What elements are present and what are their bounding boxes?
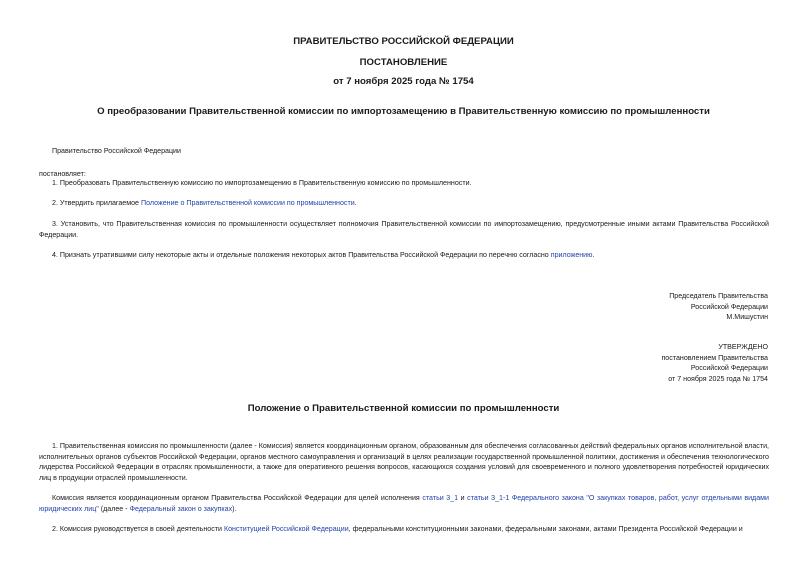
- date-number-heading: от 7 ноября 2025 года № 1754: [333, 76, 474, 87]
- signature-position: Председатель Правительства: [669, 292, 768, 300]
- doc-type-heading: ПОСТАНОВЛЕНИЕ: [359, 57, 448, 68]
- approval-label: УТВЕРЖДЕНО: [718, 343, 768, 351]
- regulation-title: Положение о Правительственной комиссии по промышленности: [247, 403, 560, 414]
- signature-name: М.Мишустин: [726, 313, 768, 321]
- regulation-paragraph-2-and: и: [458, 494, 468, 502]
- regulation-paragraph-2-text: Комиссия является координационным органом Правительства Российской Федерации для целей исполнения: [52, 494, 423, 502]
- regulation-paragraph-2-end: ).: [232, 504, 237, 513]
- approval-country: Российской Федерации: [690, 364, 768, 372]
- regulation-paragraph-2-hereinafter: (далее -: [98, 504, 130, 513]
- regulation-paragraph-3: [39, 524, 769, 535]
- regulation-link[interactable]: Положение о Правительственной комиссии по промышленности: [140, 199, 355, 207]
- intro-text: Правительство Российской Федерации: [52, 147, 181, 155]
- document-title: О преобразовании Правительственной комиссии по импортозамещению в Правительственную комиссию по промышленности: [97, 106, 710, 117]
- decides-text: постановляет:: [39, 170, 86, 178]
- paragraph-2-end: .: [354, 199, 357, 207]
- article-3-1-link[interactable]: статьи 3_1: [422, 494, 459, 502]
- procurement-law-article-link[interactable]: статьи 3_1-1 Федерального закона "О закупках товаров, работ, услуг отдельными видами юридических лиц": [39, 494, 769, 513]
- paragraph-1: 1. Преобразовать Правительственную комиссию по импортозамещению в Правительственную комиссию по промышленности.: [52, 179, 472, 187]
- constitution-link[interactable]: Конституцией Российской Федерации: [223, 525, 349, 533]
- paragraph-4: [52, 250, 594, 261]
- paragraph-2: [52, 198, 357, 209]
- approval-block: [661, 342, 768, 384]
- regulation-paragraph-2: [39, 493, 769, 514]
- regulation-paragraph-3-text: 2. Комиссия руководствуется в своей деятельности: [52, 525, 224, 533]
- appendix-link[interactable]: приложению: [550, 251, 593, 259]
- paragraph-2-text: 2. Утвердить прилагаемое: [52, 199, 141, 207]
- org-heading: ПРАВИТЕЛЬСТВО РОССИЙСКОЙ ФЕДЕРАЦИИ: [293, 36, 514, 47]
- procurement-law-link[interactable]: Федеральный закон о закупках: [129, 504, 233, 513]
- signature-country: Российской Федерации: [690, 302, 768, 311]
- regulation-paragraph-3-end: , федеральными конституционными законами, федеральными законами, актами Президента Российской Федерации и: [348, 525, 743, 533]
- regulation-paragraph-1: 1. Правительственная комиссия по промышленности (далее - Комиссия) является координационным органом, образованным для обеспечения согласованных действий федеральных органов исполнительной власти, исполнительных органов субъектов Российской Федерации, органов местного самоуправления и организаций в целях реализации государственной промышленной политики, достижения и обеспечения технологического лидерства Российской Федерации в отраслях промышленности, а также для оперативного решения вопросов, касающихся создания условий для своевременного и полного удовлетворения потребностей юридических лиц в продукции отраслей промышленности.: [39, 442, 769, 482]
- signature-block: [669, 291, 768, 323]
- approval-by: постановлением Правительства: [661, 353, 768, 362]
- paragraph-4-text: 4. Признать утратившими силу некоторые акты и отдельные положения некоторых актов Правительства Российской Федерации по перечню согласно: [52, 251, 551, 259]
- paragraph-3: 3. Установить, что Правительственная комиссия по промышленности осуществляет полномочия Правительственной комиссии по импортозамещению, предусмотренные иными актами Правительства Российской Федерации.: [39, 220, 769, 239]
- paragraph-4-end: .: [592, 251, 595, 259]
- approval-date: от 7 ноября 2025 года № 1754: [668, 374, 768, 383]
